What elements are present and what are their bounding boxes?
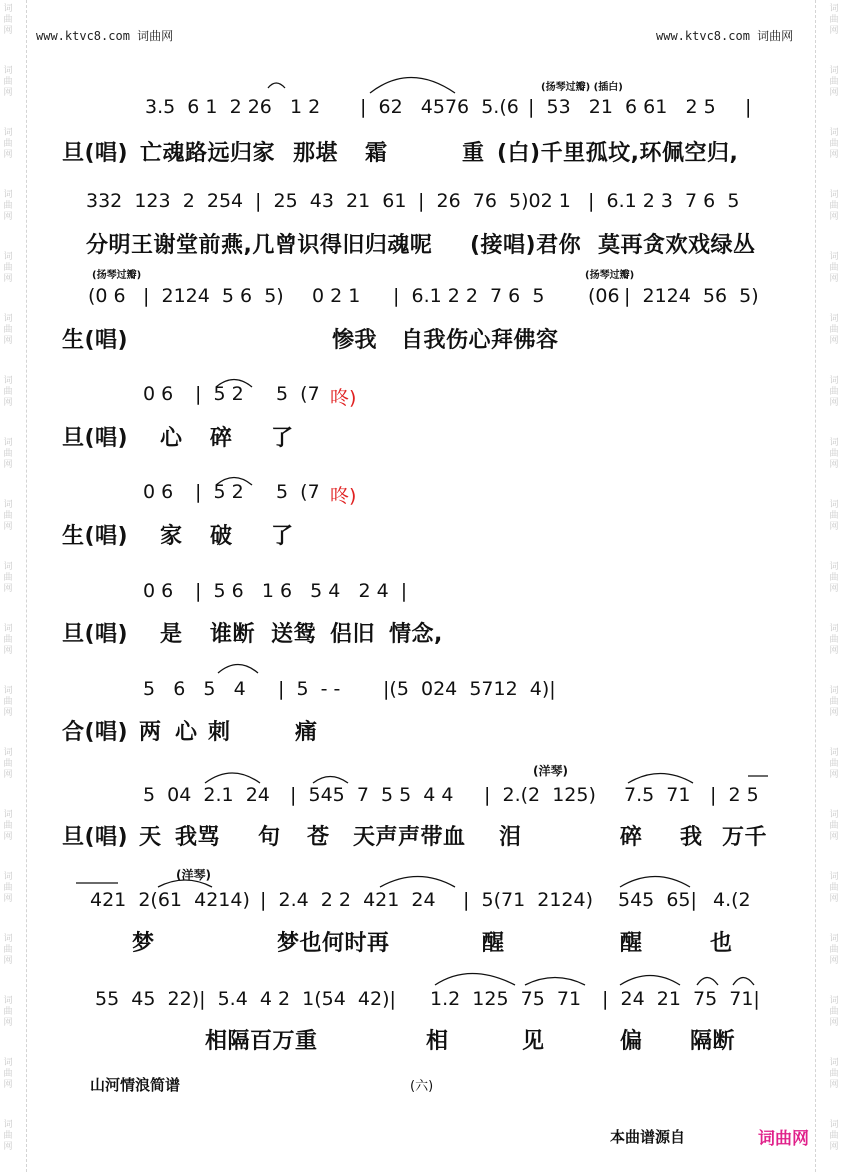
- lyric-text: 碎: [620, 825, 643, 850]
- lyric-text: 家: [160, 524, 183, 549]
- lyric-text: 苍: [307, 825, 330, 850]
- watermark-text: 词 曲 网: [3, 1058, 13, 1090]
- role-label: 生(唱): [62, 524, 129, 549]
- notes-segment: 545 65|: [618, 889, 697, 911]
- notes-segment: 421 2(61 4214): [90, 889, 250, 911]
- role-label: 旦(唱): [62, 426, 129, 451]
- annotation-yangqin-interlude-3: (扬琴过瓣): [585, 270, 635, 281]
- lyric-line-5: [0, 519, 842, 559]
- brand-logo-text: 词曲网: [758, 1129, 809, 1149]
- lyric-text: 天声声带血: [353, 825, 466, 850]
- slur-arc: [620, 877, 690, 888]
- notes-segment: 55 45 22)| 5.4 4 2 1(54 42)|: [95, 988, 396, 1010]
- notes-segment: 4.(2: [713, 889, 751, 911]
- notation-line-2: [0, 190, 842, 230]
- score-title: 山河情浪简谱: [90, 1076, 181, 1094]
- lyric-line-4: [0, 421, 842, 461]
- notes-segment: | 5 - -: [278, 678, 341, 700]
- lyric-text: 是: [160, 622, 183, 647]
- lyric-text: 醒: [620, 931, 643, 956]
- slur-arc: [733, 978, 754, 986]
- lyric-text: 自我伤心拜佛容: [401, 328, 559, 353]
- notes-segment: | 6.1 2 3 7 6 5: [588, 190, 740, 212]
- watermark-text: 词 曲 网: [829, 500, 839, 532]
- lyric-line-10: [0, 1024, 842, 1064]
- lyric-text: 梦也何时再: [277, 931, 390, 956]
- role-label: 旦(唱): [62, 825, 129, 850]
- watermark-text: 词 曲 网: [3, 190, 13, 222]
- watermark-text: 词 曲 网: [829, 438, 839, 470]
- notes-segment: | 2 5: [710, 784, 759, 806]
- slur-arc: [525, 978, 585, 986]
- slur-arc: [697, 978, 718, 986]
- lyric-text: 心: [160, 426, 183, 451]
- lyric-text: 隔断: [690, 1029, 736, 1054]
- slur-arc: [620, 976, 680, 986]
- notation-line-10: [0, 988, 842, 1028]
- page-number: (六): [410, 1079, 434, 1094]
- lyric-text: 两: [139, 720, 162, 745]
- lyric-text: 万千: [722, 825, 768, 850]
- lyric-text: 碎: [210, 426, 233, 451]
- notes-segment: | 545 7 5 5 4 4: [290, 784, 454, 806]
- lyric-text: 偏: [620, 1029, 643, 1054]
- lyric-text: 刺: [208, 720, 231, 745]
- notes-segment: | 25 43 21 61: [255, 190, 407, 212]
- lyric-text: 霜: [365, 141, 388, 166]
- watermark-text: 词 曲 网: [829, 252, 839, 284]
- annotation-yangqin-interlude-1: (扬琴过瓣) (插白): [541, 82, 623, 93]
- notes-segment: | 2124 56 5): [624, 285, 759, 307]
- lyric-text: 了: [271, 524, 294, 549]
- slur-arc: [380, 877, 455, 888]
- site-url-right: www.ktvc8.com 词曲网: [656, 29, 794, 43]
- lyric-line-6: [0, 617, 842, 657]
- lyric-text: 梦: [132, 931, 155, 956]
- watermark-text: 词 曲 网: [829, 4, 839, 36]
- role-label: 旦(唱): [62, 141, 129, 166]
- lyric-text: 谁断: [210, 622, 256, 647]
- watermark-text: 词 曲 网: [829, 314, 839, 346]
- watermark-text: 词 曲 网: [3, 66, 13, 98]
- watermark-text: 词 曲 网: [3, 624, 13, 656]
- lyric-text: 破: [210, 524, 233, 549]
- watermark-text: 词 曲 网: [3, 872, 13, 904]
- notation-line-8: [0, 784, 842, 824]
- notes-segment: | 62 4576 5.(6: [360, 96, 519, 118]
- notes-segment: 0 6: [143, 383, 174, 405]
- watermark-text: 词 曲 网: [3, 500, 13, 532]
- notes-segment: 5 6 5 4: [143, 678, 246, 700]
- notes-segment: | 5 2: [195, 383, 244, 405]
- lyric-text: 天: [139, 825, 162, 850]
- watermark-text: 词 曲 网: [3, 810, 13, 842]
- watermark-text: 词 曲 网: [3, 128, 13, 160]
- notes-segment: 0 6: [143, 481, 174, 503]
- watermark-text: 词 曲 网: [829, 190, 839, 222]
- watermark-text: 词 曲 网: [829, 376, 839, 408]
- notes-segment: 3.5 6 1 2 26 1 2: [145, 96, 321, 118]
- lyric-text: 也: [710, 931, 733, 956]
- notes-segment: 5 (7: [276, 481, 320, 503]
- lyric-text: 送鸳: [271, 622, 317, 647]
- lyric-text: 重: [462, 141, 485, 166]
- lyric-line-1: [0, 136, 842, 176]
- role-label: 合(唱): [62, 720, 129, 745]
- lyric-text: 分明王谢堂前燕,几曾识得旧归魂呢: [86, 233, 433, 258]
- watermark-text: 词 曲 网: [829, 562, 839, 594]
- lyric-text: 痛: [295, 720, 318, 745]
- annotation-yangqin-interlude-2: (扬琴过瓣): [92, 270, 142, 281]
- notation-line-1: [0, 96, 842, 136]
- watermark-text: 词 曲 网: [829, 66, 839, 98]
- lyric-text: 侣旧: [330, 622, 376, 647]
- notes-segment: 0 6: [143, 580, 174, 602]
- notes-segment: (06: [588, 285, 620, 307]
- notes-segment: 0 2 1: [312, 285, 361, 307]
- watermark-text: 词 曲 网: [829, 686, 839, 718]
- notes-segment: | 24 21 75 71|: [602, 988, 760, 1010]
- notes-segment: 5 04 2.1 24: [143, 784, 270, 806]
- watermark-text: 词 曲 网: [829, 996, 839, 1028]
- notes-segment: | 2124 5 6 5): [143, 285, 284, 307]
- notation-line-3: [0, 285, 842, 325]
- lyric-text: (接唱)君你: [470, 233, 582, 258]
- percussion-dong: 咚): [330, 387, 357, 409]
- watermark-text: 词 曲 网: [829, 624, 839, 656]
- annotation-yangqin-2: (洋琴): [176, 868, 211, 882]
- notes-segment: | 5 2: [195, 481, 244, 503]
- lyric-text: 情念,: [389, 622, 443, 647]
- lyric-text: 莫再贪欢戏绿丛: [598, 233, 756, 258]
- watermark-text: 词 曲 网: [3, 314, 13, 346]
- role-label: 旦(唱): [62, 622, 129, 647]
- lyric-line-7: [0, 715, 842, 755]
- watermark-text: 词 曲 网: [3, 376, 13, 408]
- watermark-text: 词 曲 网: [3, 4, 13, 36]
- notes-segment: | 5(71 2124): [463, 889, 594, 911]
- slur-arc: [313, 777, 348, 784]
- notes-segment: 5 (7: [276, 383, 320, 405]
- notes-segment: |(5 024 5712 4)|: [383, 678, 556, 700]
- role-label: 生(唱): [62, 328, 129, 353]
- lyric-line-3: [0, 323, 842, 363]
- watermark-text: 词 曲 网: [3, 748, 13, 780]
- slur-arc: [628, 774, 693, 784]
- lyric-text: 句: [258, 825, 281, 850]
- slur-arc: [268, 83, 285, 88]
- lyric-text: 亡魂路远归家: [140, 141, 276, 166]
- lyric-text: 我骂: [175, 825, 221, 850]
- notes-segment: | 2.4 2 2 421 24: [260, 889, 436, 911]
- slur-arc: [370, 78, 455, 94]
- notation-line-7: [0, 678, 842, 718]
- watermark-text: 词 曲 网: [829, 128, 839, 160]
- source-label: 本曲谱源自: [610, 1128, 686, 1146]
- notation-line-6: [0, 580, 842, 620]
- lyric-text: 醒: [482, 931, 505, 956]
- lyric-text: 泪: [499, 825, 522, 850]
- watermark-text: 词 曲 网: [829, 1120, 839, 1152]
- percussion-dong: 咚): [330, 485, 357, 507]
- lyric-text: 了: [271, 426, 294, 451]
- lyric-text: 惨我: [332, 328, 378, 353]
- watermark-text: 词 曲 网: [3, 934, 13, 966]
- watermark-text: 词 曲 网: [3, 1120, 13, 1152]
- watermark-text: 词 曲 网: [829, 1058, 839, 1090]
- lyric-text: 相隔百万重: [205, 1029, 318, 1054]
- notes-segment: 7.5 71: [624, 784, 691, 806]
- lyric-line-2: [0, 228, 842, 268]
- barline: |: [745, 96, 752, 118]
- notation-line-4: [0, 383, 842, 423]
- lyric-line-8: [0, 820, 842, 860]
- watermark-text: 词 曲 网: [3, 562, 13, 594]
- notes-segment: (0 6: [88, 285, 126, 307]
- lyric-text: 那堪: [293, 141, 339, 166]
- notes-segment: | 5 6 1 6 5 4 2 4 |: [195, 580, 408, 602]
- watermark-text: 词 曲 网: [3, 438, 13, 470]
- notes-segment: | 6.1 2 2 7 6 5: [393, 285, 545, 307]
- lyric-text: 我: [680, 825, 703, 850]
- lyric-text: 心: [175, 720, 198, 745]
- notes-segment: 332 123 2 254: [86, 190, 244, 212]
- annotation-yangqin-1: (洋琴): [533, 764, 568, 778]
- lyric-text: (白)千里孤坟,环佩空归,: [497, 141, 739, 166]
- watermark-text: 词 曲 网: [3, 686, 13, 718]
- watermark-text: 词 曲 网: [829, 934, 839, 966]
- notes-segment: 1.2 125 75 71: [430, 988, 582, 1010]
- watermark-text: 词 曲 网: [829, 872, 839, 904]
- lyric-line-9: [0, 926, 842, 966]
- watermark-text: 词 曲 网: [829, 748, 839, 780]
- slur-arc: [218, 665, 258, 674]
- notation-line-9: [0, 889, 842, 929]
- lyric-text: 见: [522, 1029, 545, 1054]
- notes-segment: | 53 21 6 61 2 5: [528, 96, 716, 118]
- notation-line-5: [0, 481, 842, 521]
- notes-segment: | 26 76 5)02 1: [418, 190, 571, 212]
- lyric-text: 相: [426, 1029, 449, 1054]
- site-url-left: www.ktvc8.com 词曲网: [36, 29, 174, 43]
- slur-arc: [435, 974, 515, 986]
- slur-arc: [205, 773, 260, 783]
- watermark-text: 词 曲 网: [3, 252, 13, 284]
- watermark-text: 词 曲 网: [829, 810, 839, 842]
- watermark-text: 词 曲 网: [3, 996, 13, 1028]
- notes-segment: | 2.(2 125): [484, 784, 596, 806]
